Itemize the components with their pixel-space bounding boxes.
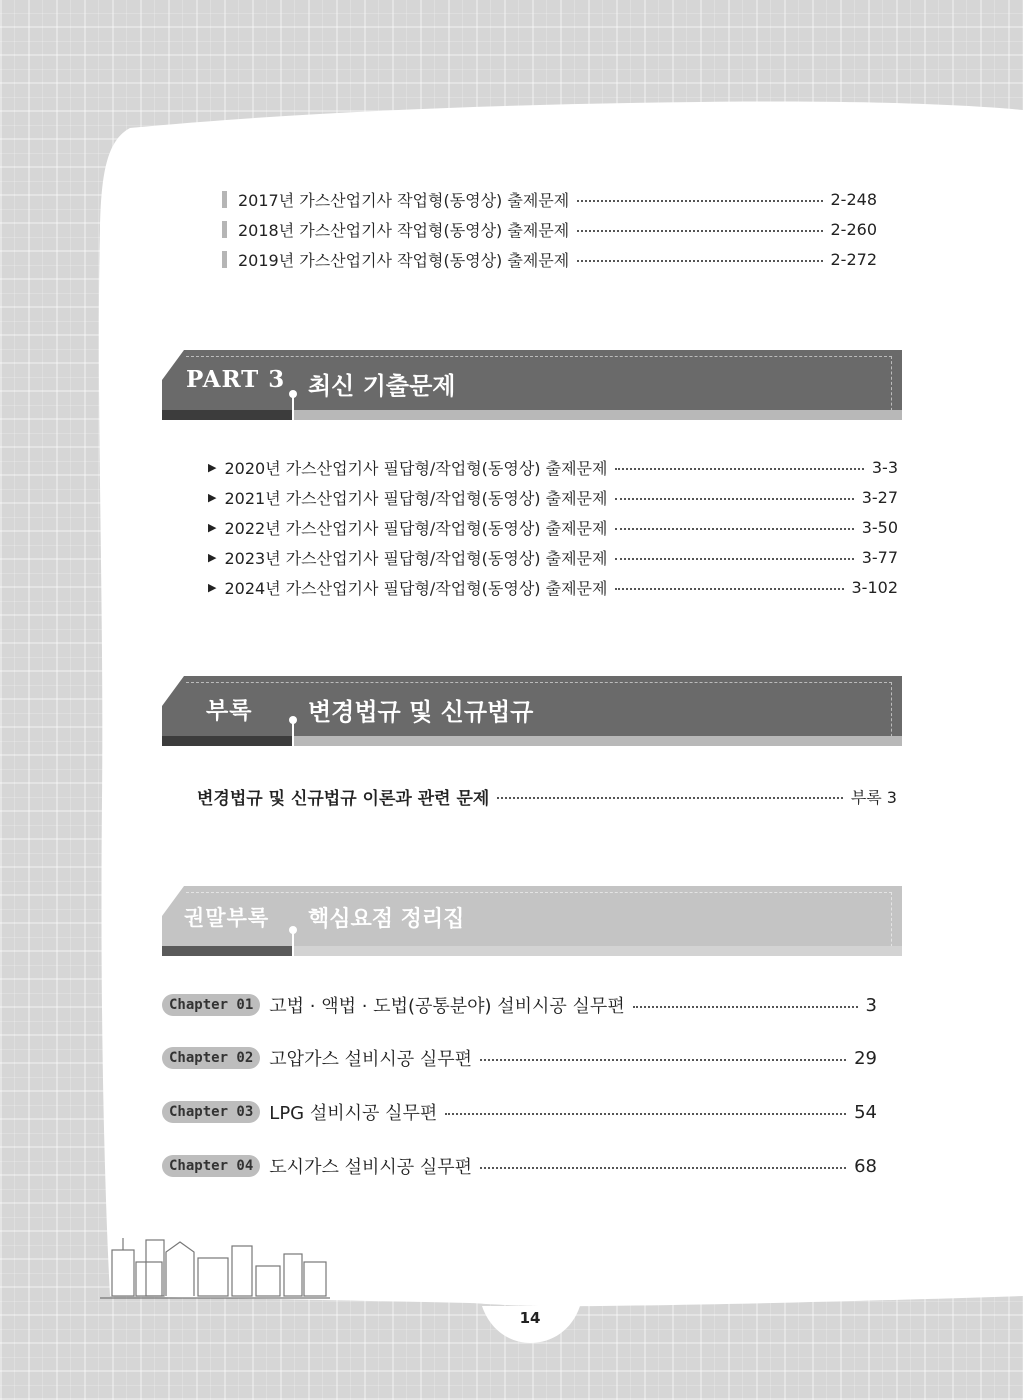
chapter-label: LPG 설비시공 실무편	[269, 1103, 438, 1124]
toc-entry-page: 2-272	[830, 249, 877, 269]
header-dot-icon	[289, 390, 297, 398]
bullet-bar-icon	[222, 191, 227, 208]
toc-entry[interactable]	[208, 575, 898, 599]
chapter-page: 3	[865, 994, 877, 1016]
toc-entry[interactable]	[208, 515, 898, 539]
part-title: 최신 기출문제	[308, 372, 456, 400]
bullet-bar-icon	[222, 251, 227, 268]
chapter-badge: Chapter 04	[162, 1155, 260, 1177]
chapter-page: 54	[854, 1101, 877, 1123]
toc-entry[interactable]	[208, 545, 898, 569]
toc-entry[interactable]	[208, 455, 898, 479]
chapter-entry[interactable]	[162, 1151, 877, 1181]
header-dot-icon	[289, 926, 297, 934]
toc-entry-page: 3-102	[851, 577, 898, 597]
toc-entry-page: 3-27	[861, 487, 898, 507]
triangle-bullet-icon: ▶	[208, 490, 217, 504]
toc-entry[interactable]	[208, 485, 898, 509]
toc-entry-label: 2024년 가스산업기사 필답형/작업형(동영상) 출제문제	[224, 578, 608, 598]
triangle-bullet-icon: ▶	[208, 580, 217, 594]
toc-entry[interactable]	[222, 217, 877, 241]
triangle-bullet-icon: ▶	[208, 550, 217, 564]
dot-leader	[577, 230, 822, 232]
dot-leader	[615, 468, 863, 470]
supplement-number: 권말부록	[184, 906, 270, 930]
toc-entry-label: 2019년 가스산업기사 작업형(동영상) 출제문제	[238, 250, 570, 270]
dot-leader	[615, 528, 853, 530]
toc-entry-label: 2021년 가스산업기사 필답형/작업형(동영상) 출제문제	[224, 488, 608, 508]
toc-entry-label: 변경법규 및 신규법규 이론과 관련 문제	[197, 788, 490, 809]
dot-leader	[577, 260, 822, 262]
toc-entry-label: 2023년 가스산업기사 필답형/작업형(동영상) 출제문제	[224, 548, 608, 568]
toc-entry-page: 2-248	[830, 189, 877, 209]
chapter-label: 도시가스 설비시공 실무편	[269, 1157, 473, 1178]
part-number: PART 3	[186, 366, 286, 393]
chapter-entry[interactable]	[162, 990, 877, 1020]
chapter-entry[interactable]	[162, 1043, 877, 1073]
dot-leader	[615, 498, 853, 500]
toc-entry-page: 3-77	[861, 547, 898, 567]
dot-leader	[480, 1167, 846, 1169]
toc-entry-page: 3-50	[861, 517, 898, 537]
header-dot-icon	[289, 716, 297, 724]
dot-leader	[445, 1113, 846, 1115]
chapter-label: 고압가스 설비시공 실무편	[269, 1049, 473, 1070]
appendix-title: 변경법규 및 신규법규	[308, 698, 534, 726]
page-number: 14	[519, 1309, 541, 1327]
part3-header	[162, 350, 902, 422]
bullet-bar-icon	[222, 221, 227, 238]
chapter-page: 29	[854, 1047, 877, 1069]
chapter-badge: Chapter 03	[162, 1101, 260, 1123]
dot-leader	[615, 588, 843, 590]
toc-entry-label: 2018년 가스산업기사 작업형(동영상) 출제문제	[238, 220, 570, 240]
dot-leader	[480, 1059, 846, 1061]
toc-entry[interactable]	[197, 783, 897, 809]
supplement-title: 핵심요점 정리집	[308, 907, 465, 932]
appendix-number: 부록	[206, 698, 253, 724]
chapter-label: 고법 · 액법 · 도법(공통분야) 설비시공 실무편	[269, 996, 625, 1017]
dot-leader	[633, 1006, 858, 1008]
chapter-badge: Chapter 02	[162, 1047, 260, 1069]
dot-leader	[615, 558, 853, 560]
triangle-bullet-icon: ▶	[208, 520, 217, 534]
triangle-bullet-icon: ▶	[208, 460, 217, 474]
toc-entry-label: 2020년 가스산업기사 필답형/작업형(동영상) 출제문제	[224, 458, 608, 478]
toc-entry[interactable]	[222, 187, 877, 211]
toc-entry-page: 3-3	[871, 457, 898, 477]
toc-entry-label: 2017년 가스산업기사 작업형(동영상) 출제문제	[238, 190, 570, 210]
dot-leader	[497, 797, 842, 799]
toc-entry-label: 2022년 가스산업기사 필답형/작업형(동영상) 출제문제	[224, 518, 608, 538]
toc-entry[interactable]	[222, 247, 877, 271]
supplement-header	[162, 886, 902, 958]
chapter-entry[interactable]	[162, 1097, 877, 1127]
chapter-page: 68	[854, 1155, 877, 1177]
toc-entry-page: 2-260	[830, 219, 877, 239]
dot-leader	[577, 200, 822, 202]
toc-entry-page: 부록 3	[850, 787, 897, 807]
appendix-header	[162, 676, 902, 748]
chapter-badge: Chapter 01	[162, 994, 260, 1016]
